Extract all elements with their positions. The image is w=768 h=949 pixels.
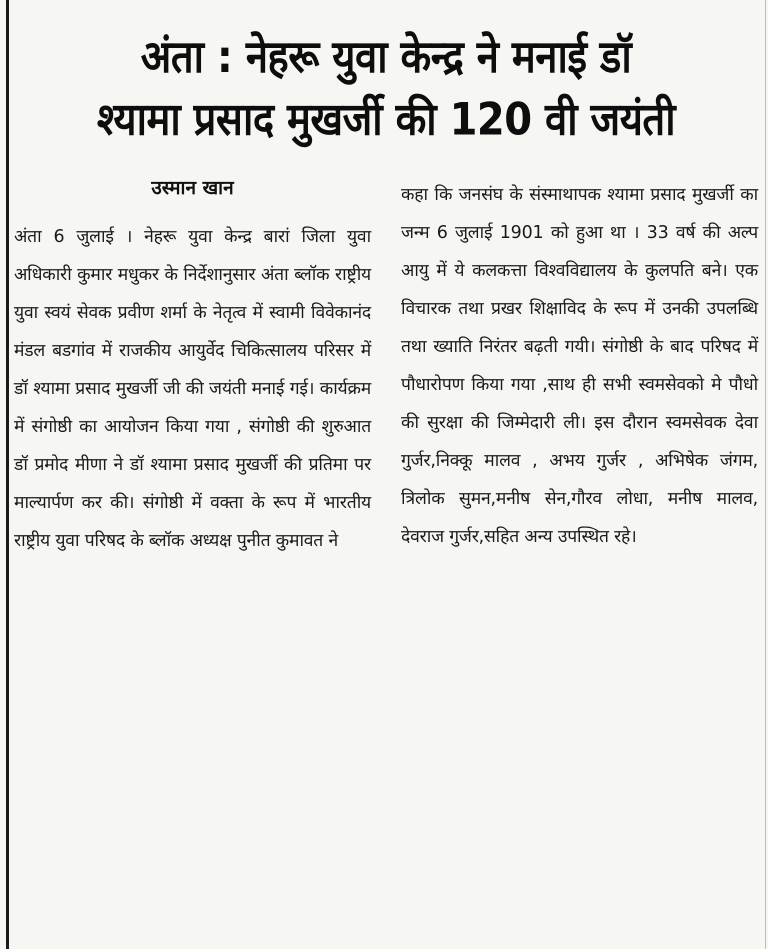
byline: उस्मान खान: [151, 177, 234, 199]
headline-line-1: अंता : नेहरू युवा केन्द्र ने मनाई डॉ: [140, 31, 632, 84]
article-body: [14, 176, 758, 944]
article-column-left: [14, 176, 371, 944]
headline-line-2: श्यामा प्रसाद मुखर्जी की 120 वी जयंती: [96, 94, 676, 146]
article-text-left: अंता 6 जुलाई । नेहरू युवा केन्द्र बारां जिला युवा अधिकारी कुमार मधुकर के निर्देशानुसार अंता ब्लॉक राष्ट्रीय युवा स्वयं सेवक प्रवीण शर्मा के नेतृत्व में स्वामी विवेकानंद मंडल बडगांव में राजकीय आयुर्वेद चिकित्सालय परिसर में डॉ श्यामा प्रसाद मुखर्जी जी की जयंती मनाई गई। कार्यक्रम में संगोष्ठी का आयोजन किया गया , संगोष्ठी की शुरुआत डॉ प्रमोद मीणा ने डॉ श्यामा प्रसाद मुखर्जी की प्रतिमा पर माल्यार्पण कर की। संगोष्ठी में वक्ता के रूप में भारतीय राष्ट्रीय युवा परिषद के ब्लॉक अध्यक्ष पुनीत कुमावत ने: [14, 227, 371, 551]
column-rule-right: [765, 0, 766, 949]
headline: [14, 26, 758, 151]
article-text-right: कहा कि जनसंघ के संस्माथापक श्यामा प्रसाद मुखर्जी का जन्म 6 जुलाई 1901 को हुआ था । 33 वर्ष की अल्प आयु में ये कलकत्ता विश्वविद्यालय के कुलपति बने। एक विचारक तथा प्रखर शिक्षाविद के रूप में उनकी उपलब्धि तथा ख्याति निरंतर बढ़ती गयी। संगोष्ठी के बाद परिषद में पौधारोपण किया गया ,साथ ही सभी स्वमसेवको मे पौधो की सुरक्षा की जिम्मेदारी ली। इस दौरान स्वमसेवक देवा गुर्जर,निक्कू मालव , अभय गुर्जर , अभिषेक जंगम, त्रिलोक सुमन,मनीष सेन,गौरव लोधा, मनीष मालव, देवराज गुर्जर,सहित अन्य उपस्थित रहे।: [401, 185, 758, 547]
column-rule-left: [6, 0, 9, 949]
article-column-right: [401, 176, 758, 944]
